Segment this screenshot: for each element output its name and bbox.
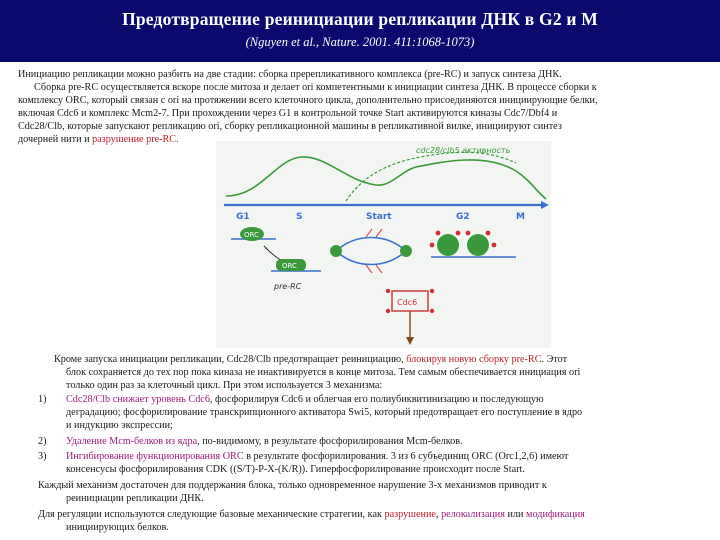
- item-1: [38, 394, 544, 407]
- title-bar: [0, 0, 720, 62]
- intro-line-2: Сборка pre-RC осуществляется вскоре после митоза и делает ori компетентными к инициации синтеза ДНК. В процессе сборки к: [34, 82, 597, 93]
- fork-complex-right: [400, 245, 412, 257]
- phase-g1: G1: [236, 212, 250, 222]
- item-3-highlight: Ингибирование функционирования ORC: [66, 451, 244, 462]
- strategy-destruction: разрушение: [384, 509, 436, 520]
- item-1-number: 1): [38, 394, 47, 405]
- orc-label-left: ORC: [244, 231, 259, 239]
- strategy-modification: модификация: [526, 509, 585, 520]
- item-2: [38, 436, 463, 449]
- item-2-number: 2): [38, 436, 47, 447]
- kinase-activity-curve: [226, 157, 546, 199]
- prerc-orc-label: ORC: [282, 262, 297, 270]
- item-1-highlight: Cdc28/Clb снижает уровень: [66, 394, 189, 405]
- slide-title: Предотвращение реинициации репликации ДНК в G2 и М: [122, 9, 598, 29]
- replication-bubble: [336, 238, 406, 265]
- item-1-cdc6: Cdc6: [188, 394, 210, 405]
- p1-line-2: блок сохраняется до тех пор пока киназа не инактивируется в конце митоза. Тем самым обеспечивается инициация ori: [66, 367, 581, 378]
- p3-text-a: Для регуляции используются следующие базовые механические стратегии, как: [38, 509, 385, 520]
- prerc-destruction-highlight: разрушение pre-RC.: [92, 134, 179, 145]
- cell-cycle-figure: [216, 141, 551, 348]
- p2-line-2: реинициации репликации ДНК.: [66, 493, 204, 504]
- timeline-arrowhead: [541, 201, 549, 209]
- phase-start: Start: [366, 212, 392, 222]
- p1-line-1: [54, 354, 567, 367]
- intro-line-1: Инициацию репликации можно разбить на две стадии: сборка пререпликативного комплекса (pre-RC) и запуск синтеза ДНК.: [18, 69, 562, 80]
- item-3-number: 3): [38, 451, 47, 462]
- item-1-line-2: деградацию; фосфорилирование транскрипционного активатора Swi5, который предотвращает его поступление в ядро: [66, 407, 583, 418]
- item-3: [38, 451, 569, 464]
- strategy-relocalization: релокализация: [441, 509, 505, 520]
- graph-label: cdc28/clb5 активность: [416, 146, 511, 155]
- item-1-line-3: и индукцию экспрессии;: [66, 420, 173, 431]
- intro-line-6-text: дочерней нити и: [18, 134, 93, 145]
- phase-m: M: [516, 212, 525, 222]
- p3-line-1: [38, 509, 585, 522]
- phase-g2: G2: [456, 212, 470, 222]
- p3-comma: ,: [435, 509, 442, 520]
- degradation-arrowhead: [406, 337, 414, 345]
- phase-s: S: [296, 212, 303, 222]
- intro-line-6: [18, 134, 179, 147]
- activity-curve-dashed: [346, 152, 516, 201]
- p3-line-2: инициирующих белков.: [66, 522, 169, 533]
- item-2-highlight: Удаление Mcm-белков из ядра: [66, 436, 198, 447]
- intro-line-4: включая Cdc6 и комплекс Mcm2-7. При прохождении через G1 в контрольной точке Start активируются киназы Cdc7/Dbf4 и: [18, 108, 558, 119]
- cell-cycle-diagram: [216, 141, 551, 348]
- p2-line-1: Каждый механизм достаточен для поддержания блока, только одновременное нарушение 3-х механизмов приводит к: [38, 480, 547, 491]
- prerc-label: pre-RC: [274, 282, 302, 291]
- item-3-line-2: консенсусы фосфорилирования CDK ((S/T)-P-X-(K/R)). Гиперфосфорилирование происходит после Start.: [66, 464, 525, 475]
- block-prerc-highlight: блокируя новую сборку pre-RC: [406, 354, 542, 365]
- intro-line-3: комплексу ORC, который связан с ori на протяжении всего клеточного цикла, дополнительно присоединяются инициирующие белки,: [18, 95, 598, 106]
- phospho-complex-2: [467, 234, 489, 256]
- item-1-text: , фосфорилируя Cdc6 и облегчая его полиубиквитинизацию и последующую: [209, 394, 544, 405]
- phospho-complex-1: [437, 234, 459, 256]
- p1-text-c: . Этот: [541, 354, 568, 365]
- item-2-text: , по-видимому, в результате фосфорилирования Mcm-белков.: [197, 436, 463, 447]
- p1-text-a: Кроме запуска инициации репликации, Cdc28/Clb предотвращает реинициацию,: [54, 354, 407, 365]
- p3-or: или: [504, 509, 527, 520]
- item-3-text: в результате фосфорилирования. 3 из 6 субъединиц ORC (Orc1,2,6) имеют: [243, 451, 569, 462]
- p1-line-3: только один раз за клеточный цикл. При этом используется 3 механизма:: [66, 380, 383, 391]
- intro-line-5: Cdc28/Clb, которые запускают репликацию ori, сборку репликационной машины в репликативной вилке, инициируют синтез: [18, 121, 562, 132]
- cdc6-label: Cdc6: [397, 298, 418, 307]
- citation: (Nguyen et al., Nature. 2001. 411:1068-1073): [245, 35, 475, 49]
- fork-complex-left: [330, 245, 342, 257]
